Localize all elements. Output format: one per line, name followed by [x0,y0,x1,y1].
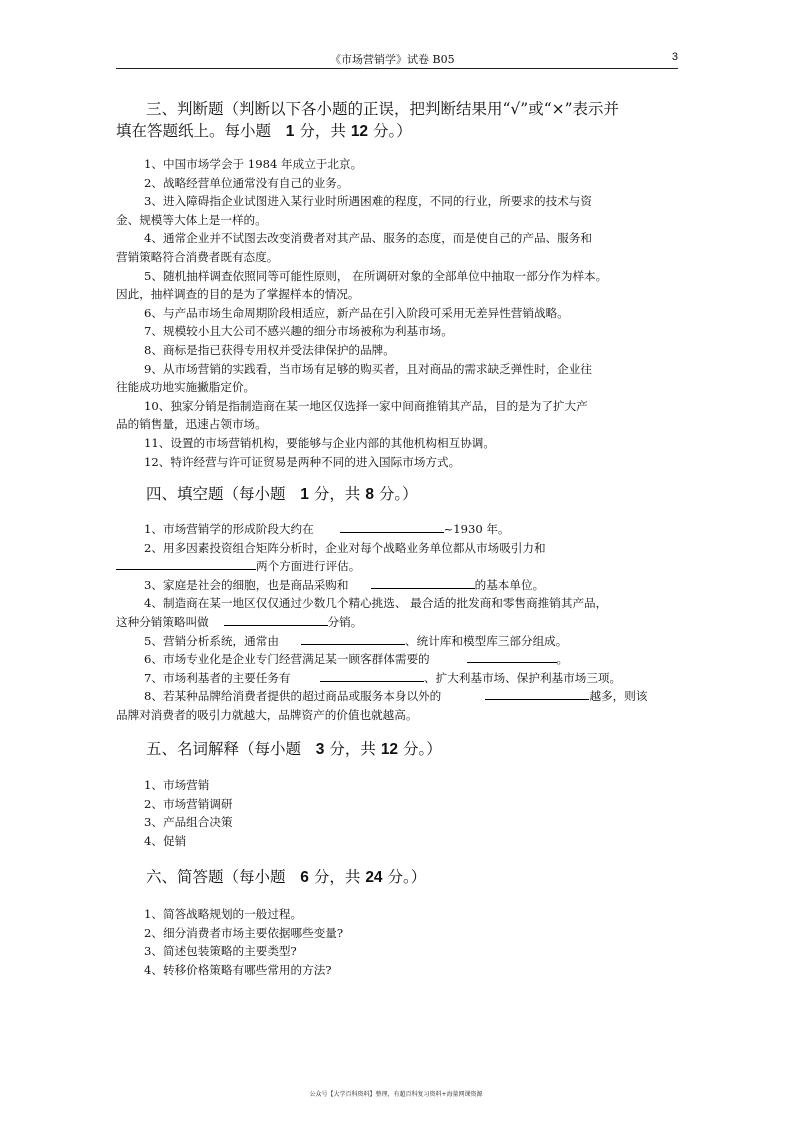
fill-text: 这种分销策略叫做 [116,614,209,629]
fill-text: 的基本单位。 [474,577,545,592]
list-item: 6、与产品市场生命周期阶段相适应，新产品在引入阶段可采用无差异性营销战略。 [144,305,569,320]
answer-blank[interactable] [224,613,328,626]
section-5-title-mid: 分，共 [329,740,376,758]
section-4-title-end: 分。） [378,485,418,503]
fill-text: 越多，则该 [589,689,648,704]
fill-text: 5、营销分析系统，通常由 [144,633,279,648]
section-3-title-line2 [116,118,412,145]
section-3-points: 1 [285,123,295,140]
list-item: 2、细分消费者市场主要依据哪些变量? [144,925,344,940]
section-6-title-text: 六、简答题（每小题 [146,868,286,886]
answer-blank[interactable] [340,520,444,533]
list-item: 1、市场营销 [144,778,210,792]
list-item: 10、独家分销是指制造商在某一地区仅选择一家中间商推销其产品，目的是为了扩大产 [144,398,588,413]
fill-item [116,632,678,651]
section-3-title-text: 填在答题纸上。每小题 [116,122,272,140]
fill-item [116,687,678,706]
answer-blank[interactable] [320,669,424,682]
section-4-title-text: 四、填空题（每小题 [146,485,286,503]
list-item: 3、进入障碍指企业试图进入某行业时所遇困难的程度，不同的行业，所要求的技术与资 [144,194,592,209]
fill-item [116,650,678,669]
list-item: 2、市场营销调研 [144,796,233,811]
answer-blank[interactable] [301,632,405,645]
section-3-total: 12 [350,123,369,140]
section-3-title-end: 分。） [373,122,412,140]
list-item: 3、简述包装策略的主要类型? [144,944,297,959]
fill-text: 7、市场利基者的主要任务有 [144,670,291,685]
section-6-total: 24 [365,869,383,886]
fill-text: 8、若某种品牌给消费者提供的超过商品或服务本身以外的 [144,689,442,704]
list-item: 1、简答战略规划的一般过程。 [144,907,303,921]
fill-text: 两个方面进行评估。 [256,559,361,574]
answer-blank[interactable] [485,687,589,700]
fill-text: 分销。 [327,614,363,629]
section-4-title-mid: 分，共 [313,485,361,503]
fill-text: 6、市场专业化是企业专门经营满足某一顾客群体需要的 [144,652,430,667]
section-3-title-line1: 三、判断题（判断以下各小题的正误，把判断结果用“√”或“×”表示并 [146,100,620,118]
list-item: 9、从市场营销的实践看，当市场有足够的购买者，且对商品的需求缺乏弹性时，企业往 [144,361,592,376]
list-item: 12、特许经营与许可证贸易是两种不同的进入国际市场方式。 [144,454,461,469]
page-footer: 公众号【大学百科资料】整理，有超百科复习资料+海量网课资源 [309,1091,483,1098]
list-item: 1、中国市场学会于 1984 年成立于北京。 [144,157,363,171]
list-item: 4、转移价格策略有哪些常用的方法? [144,962,332,977]
section-5-points: 3 [315,741,325,758]
fill-text: 。 [556,652,569,667]
list-item-cont: 品的销售量，迅速占领市场。 [116,417,267,432]
section-6-title-end: 分。） [387,868,427,886]
section-4-title [146,481,418,508]
fill-item-cont: 品牌对消费者的吸引力就越大，品牌资产的价值也就越高。 [116,707,418,722]
fill-text: 、统计库和模型库三部分组成。 [405,633,568,648]
section-3-title-mid: 分，共 [299,122,346,140]
answer-blank[interactable] [467,650,557,663]
section-4-points: 1 [300,486,309,503]
list-item: 3、产品组合决策 [144,815,233,830]
fill-item-cont [116,613,678,632]
list-item: 8、商标是指已获得专用权并受法律保护的品牌。 [144,342,395,357]
list-item-cont: 金、规模等大体上是一样的。 [116,212,267,227]
list-item-cont: 往能成功地实施撇脂定价。 [116,380,256,395]
section-6-title [146,864,426,891]
list-item: 4、促销 [144,833,187,848]
section-5-title [146,736,442,763]
fill-item [116,520,678,539]
list-item: 4、通常企业并不试图去改变消费者对其产品、服务的态度，而是使自己的产品、服务和 [144,231,592,246]
section-4-total: 8 [365,486,374,503]
fill-item [116,669,678,688]
section-5-title-text: 五、名词解释（每小题 [146,740,302,758]
section-5-list [116,776,233,850]
fill-item-cont [116,557,678,576]
list-item: 7、规模较小且大公司不感兴趣的细分市场被称为利基市场。 [144,324,453,339]
list-item-cont: 因此，抽样调查的目的是为了掌握样本的情况。 [116,287,360,302]
fill-text: 1、市场营销学的形成阶段大约在 [144,522,314,536]
fill-item [116,576,678,595]
page-number: 3 [671,51,678,63]
list-item-cont: 营销策略符合消费者既有态度。 [116,249,279,264]
list-item: 2、战略经营单位通常没有自己的业务。 [144,175,349,190]
section-6-list [116,905,343,979]
fill-text: ~1930 年。 [443,522,510,536]
answer-blank[interactable] [371,576,475,589]
fill-text: 、扩大利基市场、保护利基市场三项。 [424,670,622,685]
section-5-total: 12 [380,741,399,758]
list-item: 5、随机抽样调查依照同等可能性原则， 在所调研对象的全部单位中抽取一部分作为样本。 [144,268,608,283]
exam-title: 《市场营销学》试卷 B05 [330,53,455,66]
fill-item: 4、制造商在某一地区仅仅通过少数几个精心挑选、 最合适的批发商和零售商推销其产品， [144,596,608,611]
section-3-list [116,155,678,471]
section-6-points: 6 [300,869,309,886]
section-6-title-mid: 分，共 [313,868,361,886]
section-4-list [116,520,678,725]
list-item: 11、设置的市场营销机构，要能够与企业内部的其他机构相互协调。 [144,435,495,450]
answer-blank[interactable] [116,557,256,570]
fill-text: 3、家庭是社会的细胞，也是商品采购和 [144,577,349,592]
page-header [116,48,678,69]
fill-item: 2、用多因素投资组合矩阵分析时，企业对每个战略业务单位都从市场吸引力和 [144,540,546,555]
section-5-title-end: 分。） [403,740,442,758]
